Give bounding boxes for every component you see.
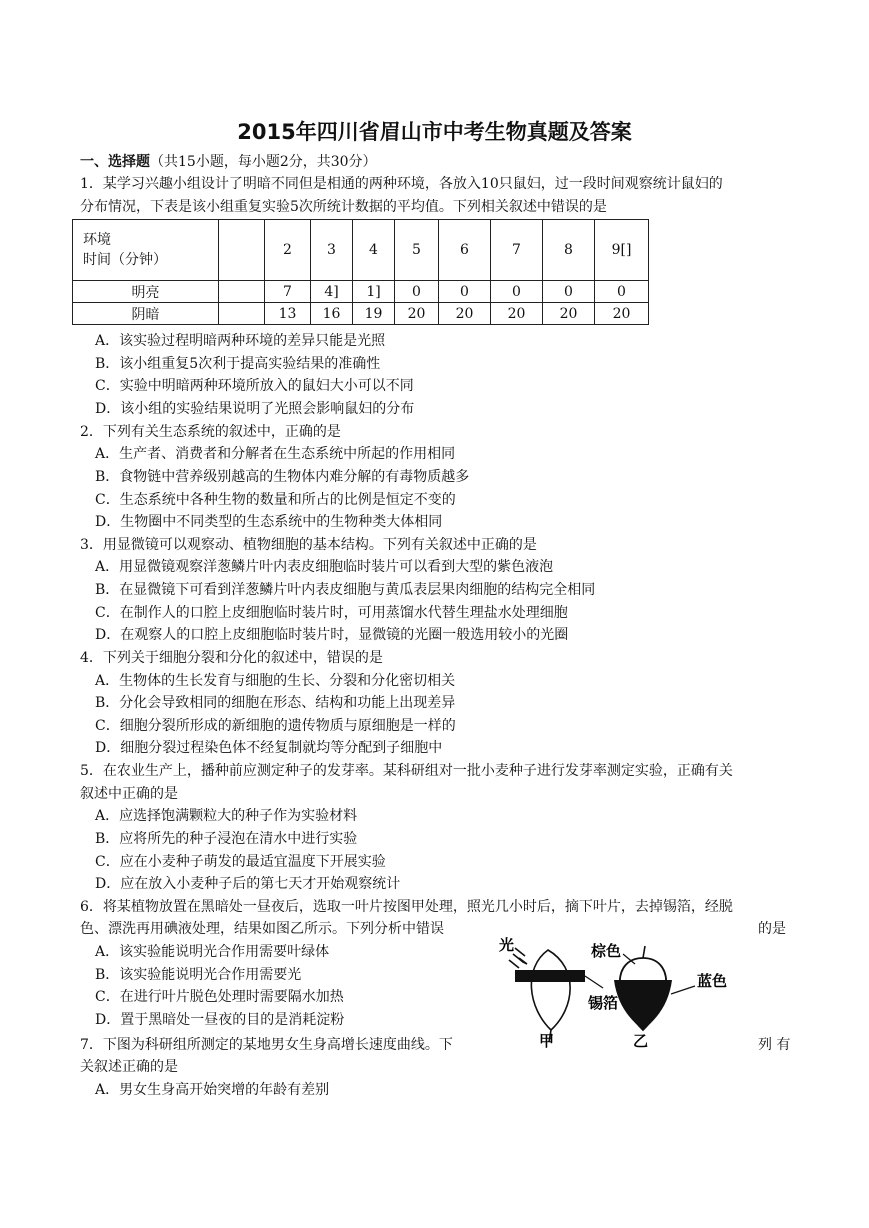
q6-stem-line1: 6．将某植物放置在黑暗处一昼夜后，选取一叶片按图甲处理，照光几小时后，摘下叶片，去掉锡箔，经脱 bbox=[80, 899, 733, 915]
time-cell: 4 bbox=[353, 220, 395, 281]
page-title: 2015年四川省眉山市中考生物真题及答案 bbox=[237, 120, 632, 144]
q6-option-c: C．在进行叶片脱色处理时需要隔水加热 bbox=[95, 989, 344, 1005]
q6-option-a: A．该实验能说明光合作用需要叶绿体 bbox=[95, 944, 330, 960]
leaf-experiment-figure bbox=[493, 928, 753, 1048]
q7-stem-line1-right: 列 有 bbox=[758, 1037, 791, 1053]
blue-label: 蓝色 bbox=[697, 972, 728, 990]
q1-option-d: D．该小组的实验结果说明了光照会影响鼠妇的分布 bbox=[95, 401, 415, 417]
value-cell: 20 bbox=[491, 303, 543, 325]
value-cell: 13 bbox=[265, 303, 311, 325]
q4-stem: 4．下列关于细胞分裂和分化的叙述中，错误的是 bbox=[80, 650, 383, 666]
brown-label: 棕色 bbox=[591, 942, 622, 960]
table-row-bright bbox=[73, 281, 649, 303]
q1-option-c: C．实验中明暗两种环境所放入的鼠妇大小可以不同 bbox=[95, 378, 414, 394]
value-cell: 0 bbox=[595, 281, 649, 303]
q4-option-a: A．生物体的生长发育与细胞的生长、分裂和分化密切相关 bbox=[95, 673, 456, 689]
value-cell bbox=[219, 281, 265, 303]
time-cell: 9[] bbox=[595, 220, 649, 281]
q6-option-b: B．该实验能说明光合作用需要光 bbox=[95, 967, 302, 983]
q2-option-b: B．食物链中营养级别越高的生物体内难分解的有毒物质越多 bbox=[95, 469, 470, 485]
value-cell: 0 bbox=[491, 281, 543, 303]
leaf-b-icon bbox=[614, 946, 695, 1030]
q3-option-c: C．在制作人的口腔上皮细胞临时装片时，可用蒸馏水代替生理盐水处理细胞 bbox=[95, 605, 568, 621]
value-cell: 0 bbox=[395, 281, 439, 303]
q1-option-b: B．该小组重复5次利于提高实验结果的准确性 bbox=[95, 356, 381, 372]
q5-option-a: A．应选择饱满颗粒大的种子作为实验材料 bbox=[95, 808, 358, 824]
value-cell: 1] bbox=[353, 281, 395, 303]
value-cell: 0 bbox=[543, 281, 595, 303]
section-name: 一、选择题 bbox=[80, 154, 150, 170]
q3-option-a: A．用显微镜观察洋葱鳞片叶内表皮细胞临时装片可以看到大型的紫色液泡 bbox=[95, 559, 554, 575]
time-cell: 2 bbox=[265, 220, 311, 281]
q1-option-a: A．该实验过程明暗两种环境的差异只能是光照 bbox=[95, 333, 386, 349]
time-cell: 8 bbox=[543, 220, 595, 281]
q7-option-a: A．男女生身高开始突增的年龄有差别 bbox=[95, 1082, 330, 1098]
time-cell bbox=[219, 220, 265, 281]
q3-option-d: D．在观察人的口腔上皮细胞临时装片时，显微镜的光圈一般选用较小的光圈 bbox=[95, 627, 569, 643]
q4-option-b: B．分化会导致相同的细胞在形态、结构和功能上出现差异 bbox=[95, 695, 456, 711]
table-header-cell: 环境 时间（分钟） bbox=[73, 220, 219, 281]
q1-data-table bbox=[72, 219, 649, 325]
q1-stem-line2: 分布情况，下表是该小组重复实验5次所统计数据的平均值。下列相关叙述中错误的是 bbox=[80, 199, 607, 215]
q2-stem: 2．下列有关生态系统的叙述中，正确的是 bbox=[80, 424, 341, 440]
q5-option-d: D．应在放入小麦种子后的第七天才开始观察统计 bbox=[95, 876, 401, 892]
table-row-dark bbox=[73, 303, 649, 325]
row-label: 明亮 bbox=[73, 281, 219, 303]
value-cell: 19 bbox=[353, 303, 395, 325]
q3-option-b: B．在显微镜下可看到洋葱鳞片叶内表皮细胞与黄瓜表层果肉细胞的结构完全相同 bbox=[95, 582, 596, 598]
q1-stem-line1: 1．某学习兴趣小组设计了明暗不同但是相通的两种环境，各放入10只鼠妇，过一段时间观察统计鼠妇的 bbox=[80, 176, 723, 192]
q7-stem-line1-left: 7．下图为科研组所测定的某地男女生身高增长速度曲线。下 bbox=[80, 1037, 453, 1053]
light-label: 光 bbox=[499, 936, 515, 954]
label-b: 乙 bbox=[633, 1032, 649, 1048]
foil-strip-icon bbox=[515, 970, 585, 982]
label-a: 甲 bbox=[539, 1032, 555, 1048]
time-cell: 5 bbox=[395, 220, 439, 281]
q7-stem-line2: 关叙述正确的是 bbox=[80, 1059, 178, 1075]
q3-stem: 3．用显微镜可以观察动、植物细胞的基本结构。下列有关叙述中正确的是 bbox=[80, 537, 537, 553]
q4-option-c: C．细胞分裂所形成的新细胞的遗传物质与原细胞是一样的 bbox=[95, 718, 456, 734]
section-heading bbox=[80, 152, 377, 172]
value-cell bbox=[219, 303, 265, 325]
time-cell: 3 bbox=[311, 220, 353, 281]
value-cell: 4] bbox=[311, 281, 353, 303]
value-cell: 20 bbox=[395, 303, 439, 325]
time-cell: 7 bbox=[491, 220, 543, 281]
q6-option-d: D．置于黑暗处一昼夜的目的是消耗淀粉 bbox=[95, 1012, 345, 1028]
q5-stem-line1: 5．在农业生产上，播种前应测定种子的发芽率。某科研组对一批小麦种子进行发芽率测定实验，正确有关 bbox=[80, 763, 733, 779]
q5-option-b: B．应将所先的种子浸泡在清水中进行实验 bbox=[95, 831, 358, 847]
q2-option-c: C．生态系统中各种生物的数量和所占的比例是恒定不变的 bbox=[95, 492, 456, 508]
value-cell: 20 bbox=[595, 303, 649, 325]
time-cell: 6 bbox=[439, 220, 491, 281]
q5-stem-line2: 叙述中正确的是 bbox=[80, 786, 178, 802]
value-cell: 20 bbox=[439, 303, 491, 325]
value-cell: 7 bbox=[265, 281, 311, 303]
section-note: （共15小题，每小题2分，共30分） bbox=[150, 154, 377, 170]
q4-option-d: D．细胞分裂过程染色体不经复制就均等分配到子细胞中 bbox=[95, 740, 443, 756]
q2-option-a: A．生产者、消费者和分解者在生态系统中所起的作用相同 bbox=[95, 446, 456, 462]
row-label: 阴暗 bbox=[73, 303, 219, 325]
q2-option-d: D．生物圈中不同类型的生态系统中的生物种类大体相同 bbox=[95, 514, 443, 530]
value-cell: 16 bbox=[311, 303, 353, 325]
q5-option-c: C．应在小麦种子萌发的最适宜温度下开展实验 bbox=[95, 854, 386, 870]
foil-label: 锡箔 bbox=[588, 994, 619, 1012]
q6-stem-line2-right: 的是 bbox=[758, 921, 786, 937]
value-cell: 20 bbox=[543, 303, 595, 325]
q6-stem-line2-left: 色、漂洗再用碘液处理，结果如图乙所示。下列分析中错误 bbox=[80, 921, 444, 937]
value-cell: 0 bbox=[439, 281, 491, 303]
